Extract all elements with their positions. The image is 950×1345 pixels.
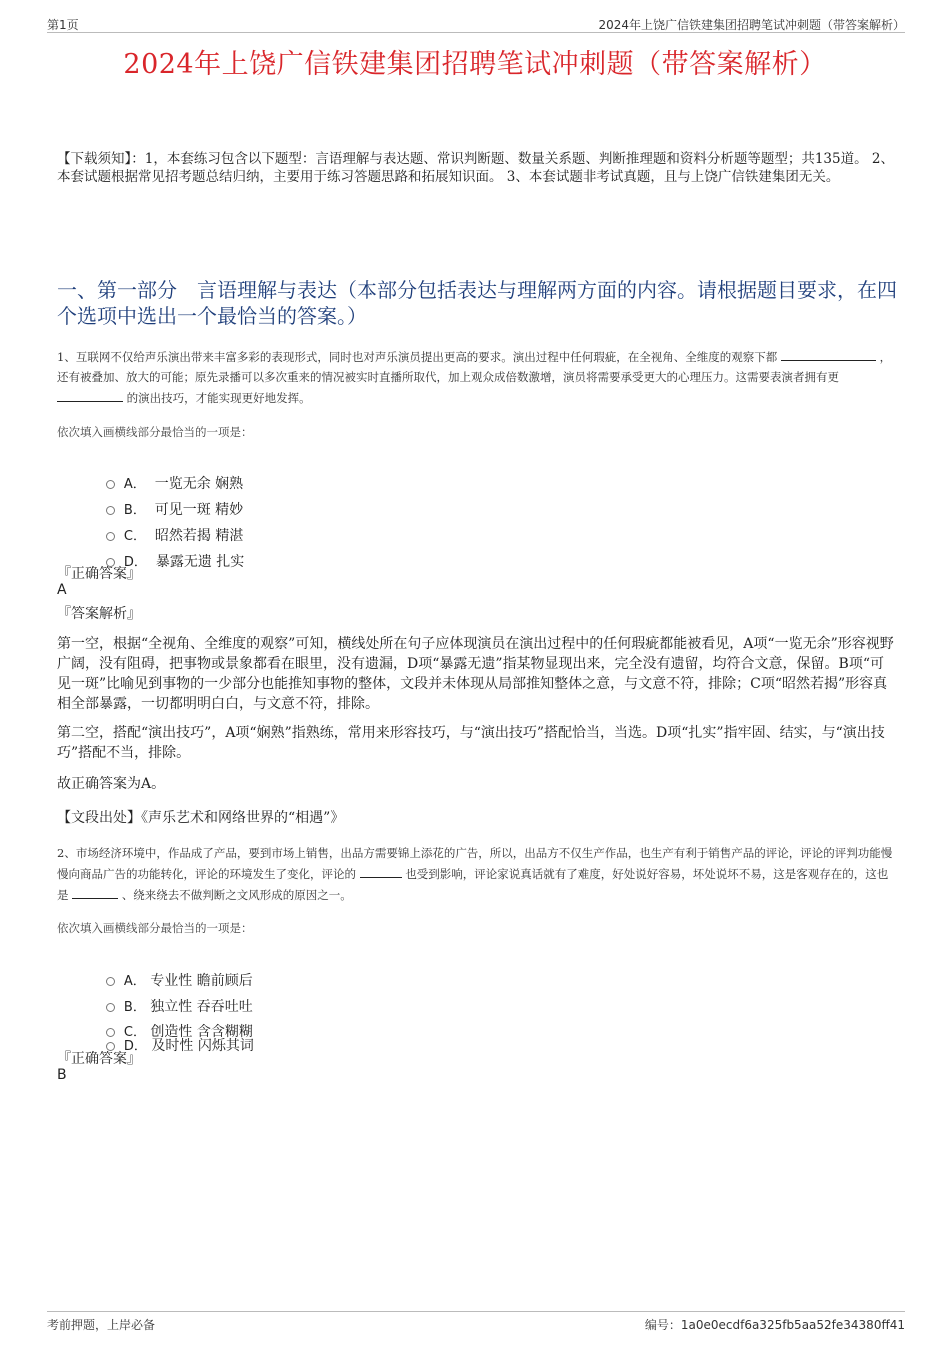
q2-option-d[interactable]: D． 及时性 闪烁其词 [97,1019,254,1055]
q1-source: 【文段出处】《声乐艺术和网络世界的“相遇”》 [57,810,345,826]
q2-option-c[interactable]: C． 创造性 含含糊糊 [97,1005,253,1041]
question-2-part-b: 也受到影响，评论家说真话就有了难度，好处说好容易，坏处说坏不易，这是客观存在的，这也是 [57,867,889,902]
page-number: 第1页 [47,18,79,32]
q1-conclusion: 故正确答案为A。 [57,776,166,792]
question-1-part-c: 的演出技巧，才能实现更好地发挥。 [126,391,311,405]
question-2-part-a: 2、市场经济环境中，作品成了产品，要到市场上销售，出品方需要锦上添花的广告，所以，出品方不仅生产作品，也生产有利于销售产品的评论，评论的评判功能慢慢向商品广告的功能转化，评论的环境发生了变化，评论的 [57,846,893,881]
question-1-text [57,346,897,408]
footer-motto: 考前押题，上岸必备 [47,1318,156,1332]
header-doc-title: 2024年上饶广信铁建集团招聘笔试冲刺题（带答案解析） [598,18,905,32]
download-notice: 【下载须知】：1，本套练习包含以下题型：言语理解与表达题、常识判断题、数量关系题、判断推理题和资料分析题等题型；共135道。 2、本套试题根据常见招考题总结归纳，主要用于练习答题思路和拓展知识面。 3、本套试题非考试真题，且与上饶广信铁建集团无关。 [57,151,894,185]
q1-option-a[interactable]: A． 一览无余 娴熟 [97,457,243,493]
q1-option-d[interactable]: D． 暴露无遗 扎实 [97,535,244,571]
question-2-instruction: 依次填入画横线部分最恰当的一项是： [57,921,253,935]
q2-answer: B [57,1067,67,1083]
q1-analysis-label: 『答案解析』 [57,606,141,622]
question-1-part-a: 1、互联网不仅给声乐演出带来丰富多彩的表现形式，同时也对声乐演员提出更高的要求。演出过程中任何瑕疵，在全视角、全维度的观察下都 [57,350,778,364]
page-footer [47,1311,905,1332]
question-1-part-b: ，还有被叠加、放大的可能；原先录播可以多次重来的情况被实时直播所取代，加上观众成倍数激增，演员将需要承受更大的心理压力。这需要表演者拥有更 [57,350,892,384]
section-heading: 一、第一部分 言语理解与表达（本部分包括表达与理解两方面的内容。请根据题目要求，在四个选项中选出一个最恰当的答案。） [57,278,897,328]
footer-serial: 编号：1a0e0ecdf6a325fb5aa52fe34380ff41 [644,1318,905,1332]
question-2-text [57,843,897,905]
fill-blank-2 [57,387,123,402]
fill-blank-4 [72,884,118,899]
q2-answer-label: 『正确答案』 [57,1051,141,1067]
q1-analysis-paragraph-2: 第二空，搭配“演出技巧”，A项“娴熟”指熟练，常用来形容技巧，与“演出技巧”搭配恰当，当选。D项“扎实”指牢固、结实，与“演出技巧”搭配不当，排除。 [57,725,885,761]
document-title: 2024年上饶广信铁建集团招聘笔试冲刺题（带答案解析） [123,49,827,80]
q1-analysis-paragraph-1: 第一空，根据“全视角、全维度的观察”可知，横线处所在句子应体现演员在演出过程中的任何瑕疵都能被看见，A项“一览无余”形容视野广阔，没有阻碍，把事物或景象都看在眼里，没有遗漏，D项“暴露无遗”指某物显现出来，完全没有遗留，均符合文意，保留。B项“可见一斑”比喻见到事物的一少部分也能推知事物的整体，文段并未体现从局部推知整体之意，与文意不符，排除；C项“昭然若揭”形容真相全部暴露，一切都明明白白，与文意不符，排除。 [57,636,894,712]
q1-option-b[interactable]: B． 可见一斑 精妙 [97,483,243,519]
q1-option-c[interactable]: C． 昭然若揭 精湛 [97,509,243,545]
q2-option-b[interactable]: B． 独立性 吞吞吐吐 [97,980,253,1016]
question-2-part-c: 、绕来绕去不做判断之文风形成的原因之一。 [121,888,352,902]
q1-answer-label: 『正确答案』 [57,566,141,582]
q1-answer: A [57,582,67,598]
fill-blank-3 [360,863,402,878]
page-header [47,14,905,33]
question-1-instruction: 依次填入画横线部分最恰当的一项是： [57,425,253,439]
q2-option-a[interactable]: A． 专业性 瞻前顾后 [97,954,253,990]
fill-blank-1 [781,346,876,361]
